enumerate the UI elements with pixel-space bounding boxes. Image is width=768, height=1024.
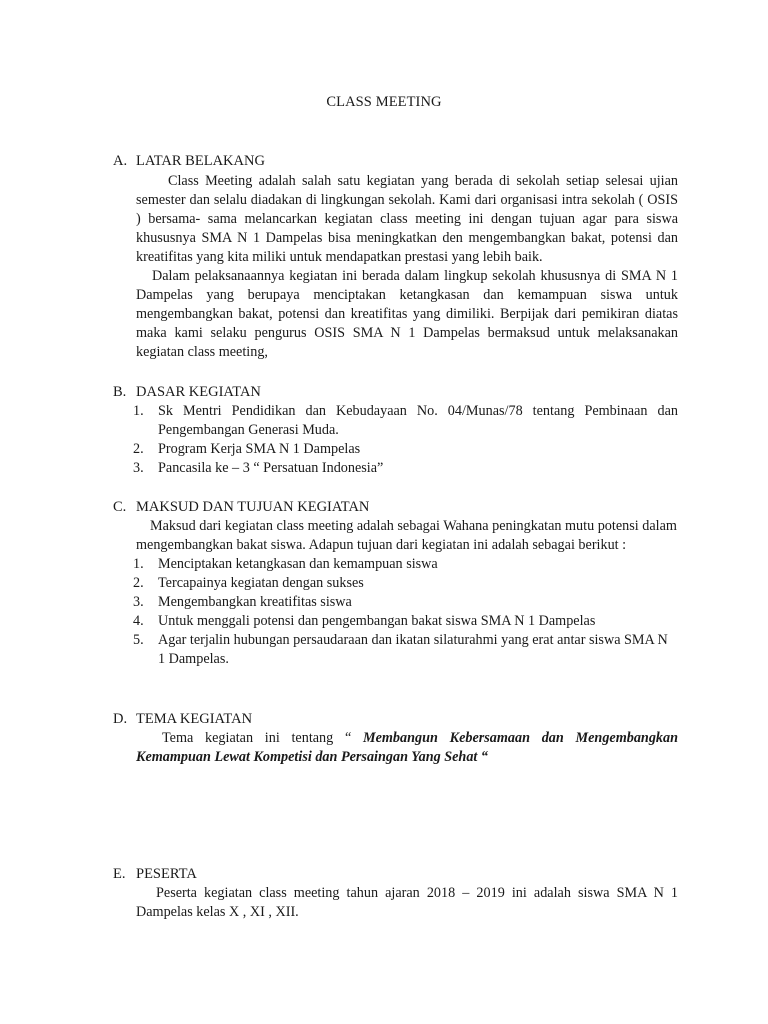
list-text: Menciptakan ketangkasan dan kemampuan siswa	[158, 556, 438, 572]
section-latar-belakang	[113, 151, 678, 362]
section-heading	[113, 864, 678, 884]
document-title: CLASS MEETING	[326, 94, 442, 110]
section-title: DASAR KEGIATAN	[136, 384, 261, 400]
list-text: Mengembangkan kreatifitas siswa	[158, 594, 352, 610]
list-text: Program Kerja SMA N 1 Dampelas	[158, 441, 361, 457]
section-letter: B.	[113, 384, 127, 400]
list-item	[113, 440, 678, 459]
section-heading	[113, 709, 678, 729]
section-tema-kegiatan	[113, 709, 678, 767]
list-text: Untuk menggali potensi dan pengembangan bakat siswa SMA N 1 Dampelas	[158, 613, 596, 629]
numbered-list	[113, 555, 678, 669]
list-number: 5.	[133, 632, 144, 648]
section-dasar-kegiatan	[113, 382, 678, 478]
section-heading	[113, 497, 678, 517]
list-text: Agar terjalin hubungan persaudaraan dan ikatan silaturahmi yang erat antar siswa SMA N 1 Dampelas.	[158, 632, 668, 667]
section-letter: E.	[113, 866, 126, 882]
section-body	[136, 517, 678, 555]
section-title: LATAR BELAKANG	[136, 153, 265, 169]
list-number: 2.	[133, 575, 144, 591]
list-item	[113, 631, 678, 669]
list-item	[113, 593, 678, 612]
list-item	[113, 612, 678, 631]
theme-text: Membangun Kebersamaan dan Mengembangkan Kemampuan Lewat Kompetisi dan Persaingan Yang Sehat “	[136, 730, 678, 765]
paragraph: Peserta kegiatan class meeting tahun ajaran 2018 – 2019 ini adalah siswa SMA N 1 Dampelas kelas X , XI , XII.	[136, 885, 678, 920]
list-number: 2.	[133, 441, 144, 457]
paragraph	[136, 729, 678, 767]
section-title: TEMA KEGIATAN	[136, 711, 253, 727]
theme-lead: Tema kegiatan ini tentang “	[162, 730, 363, 746]
paragraph: Class Meeting adalah salah satu kegiatan yang berada di sekolah setiap selesai ujian semester dan selalu diadakan di lingkungan sekolah. Kami dari organisasi intra sekolah ( OSIS ) bersama- sama melancarkan kegiatan class meeting ini dengan tujuan agar para siswa khususnya SMA N 1 Dampelas bisa meningkatkan den mengembangkan bakat, potensi dan kreatifitas yang kita miliki untuk mendapatkan prestasi yang lebih baik.	[136, 173, 678, 265]
list-item	[113, 459, 678, 478]
list-text: Tercapainya kegiatan dengan sukses	[158, 575, 364, 591]
section-heading	[113, 382, 678, 402]
section-body	[136, 729, 678, 767]
section-body	[136, 884, 678, 922]
list-number: 3.	[133, 594, 144, 610]
section-maksud-tujuan	[113, 497, 678, 669]
section-heading	[113, 151, 678, 171]
list-number: 1.	[133, 403, 144, 419]
section-peserta	[113, 864, 678, 922]
section-title: PESERTA	[136, 866, 197, 882]
section-title: MAKSUD DAN TUJUAN KEGIATAN	[136, 499, 370, 515]
section-letter: A.	[113, 153, 128, 169]
list-number: 4.	[133, 613, 144, 629]
list-text: Pancasila ke – 3 “ Persatuan Indonesia”	[158, 460, 384, 476]
numbered-list	[113, 402, 678, 478]
section-body	[136, 172, 678, 362]
list-text: Sk Mentri Pendidikan dan Kebudayaan No. 04/Munas/78 tentang Pembinaan dan Pengembangan Generasi Muda.	[158, 403, 678, 438]
list-number: 3.	[133, 460, 144, 476]
section-letter: D.	[113, 711, 128, 727]
paragraph: Dalam pelaksanaannya kegiatan ini berada dalam lingkup sekolah khususnya di SMA N 1 Dampelas yang berupaya menciptakan ketangkasan dan kemampuan siswa untuk mengembangkan bakat, potensi dan kreatifitas yang dimiliki. Berpijak dari pemikiran diatas maka kami selaku pengurus OSIS SMA N 1 Dampelas bermaksud untuk melaksanakan kegiatan class meeting,	[136, 268, 678, 360]
list-item	[113, 574, 678, 593]
paragraph: Maksud dari kegiatan class meeting adalah sebagai Wahana peningkatan mutu potensi dalam mengembangkan bakat siswa. Adapun tujuan dari kegiatan ini adalah sebagai berikut :	[136, 518, 677, 553]
list-item	[113, 402, 678, 440]
list-number: 1.	[133, 556, 144, 572]
section-letter: C.	[113, 499, 127, 515]
list-item	[113, 555, 678, 574]
